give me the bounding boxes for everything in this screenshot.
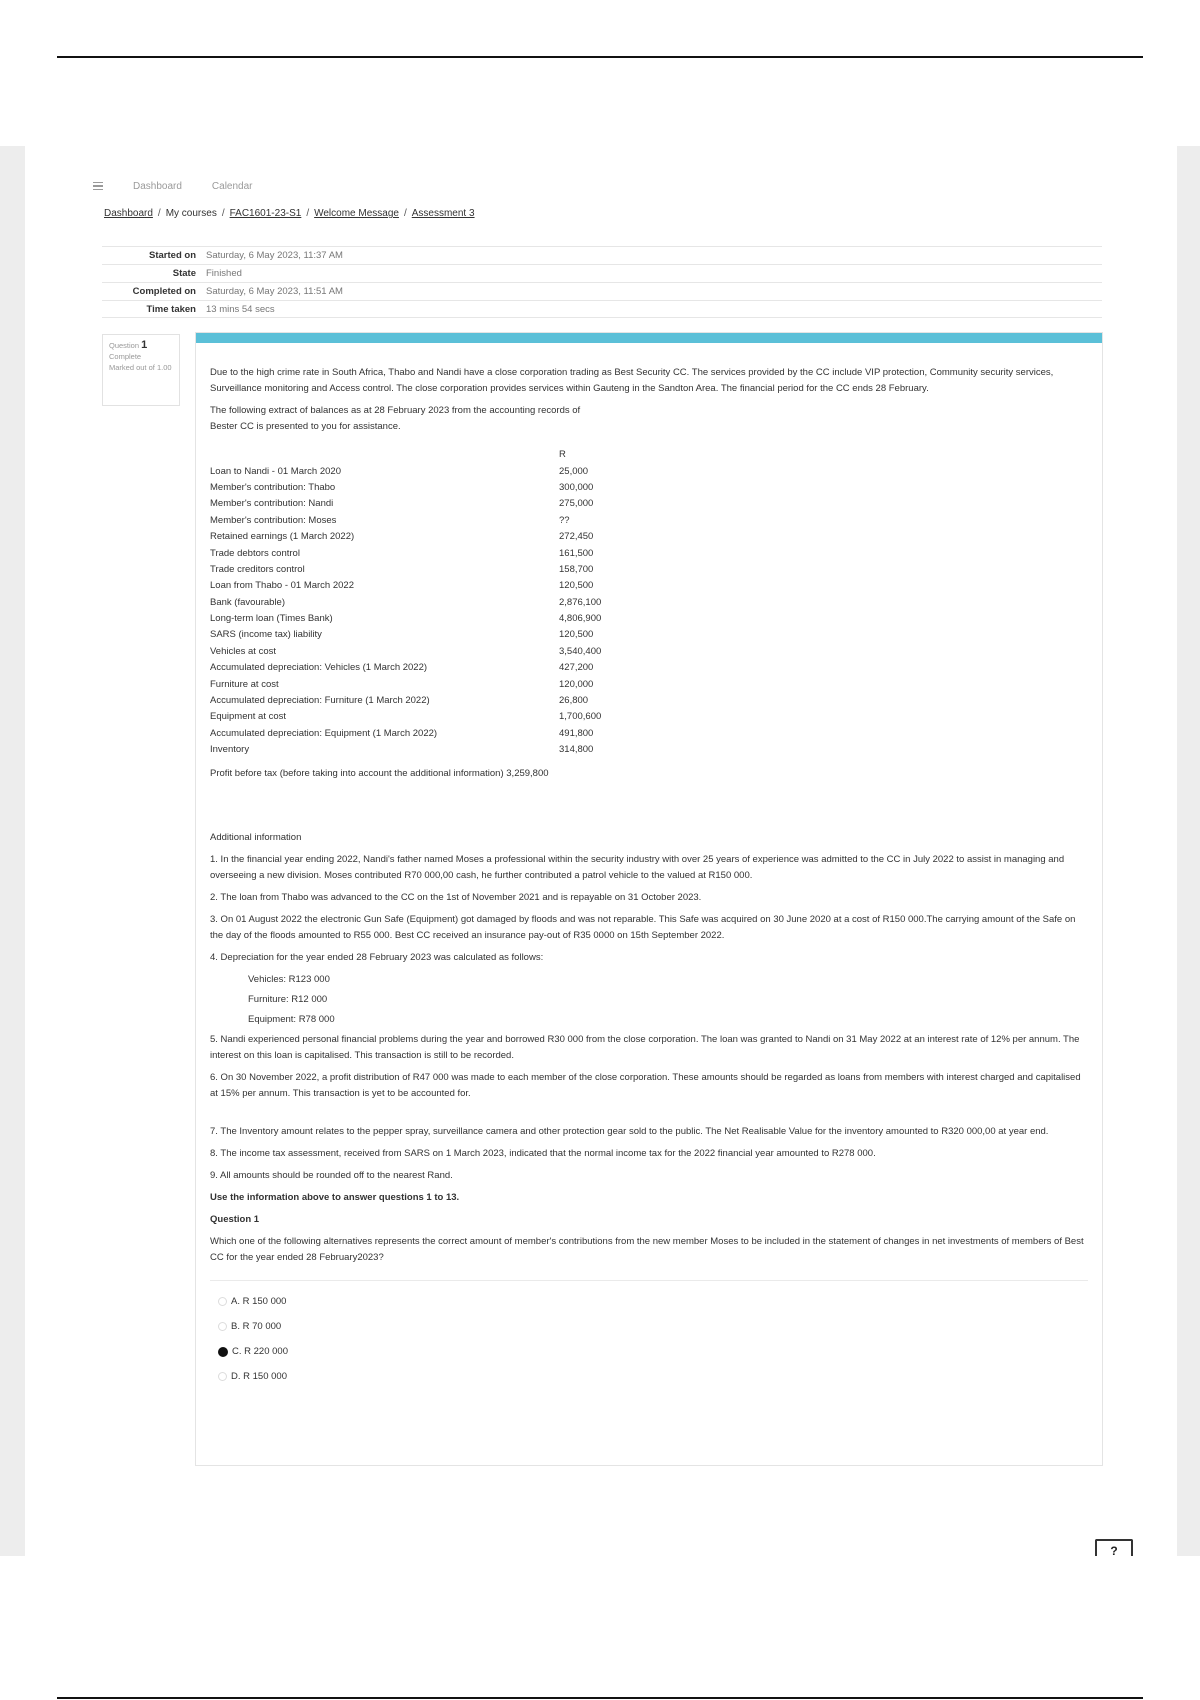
summary-value: Finished xyxy=(206,268,242,279)
table-row xyxy=(210,627,679,643)
additional-information xyxy=(210,830,1088,1266)
bottom-rule xyxy=(57,1697,1143,1699)
balance-amount: 427,200 xyxy=(559,662,594,674)
table-row xyxy=(210,562,679,578)
summary-row-time xyxy=(102,300,1102,318)
balance-name: Member's contribution: Moses xyxy=(210,514,337,526)
balances-table xyxy=(210,447,679,758)
info-item-3: 3. On 01 August 2022 the electronic Gun Safe (Equipment) got damaged by floods and was not reparable. This Safe was acquired on 30 June 2020 at a cost of R150 000.The carrying amount of the Safe on the day of the floods amounted to R55 000. Best CC received an insurance pay-out of R35 0000 on 15th September 2022. xyxy=(210,914,1076,942)
balance-name: Inventory xyxy=(210,744,250,756)
balance-amount: 314,800 xyxy=(559,744,594,756)
top-rule xyxy=(57,56,1143,58)
breadcrumb-separator: / xyxy=(306,208,310,219)
balance-name: Long-term loan (Times Bank) xyxy=(210,613,333,625)
info-item-1: 1. In the financial year ending 2022, Nandi's father named Moses a professional within the security industry with over 25 years of experience was admitted to the CC in July 2022 to assist in managing and overseeing a new division. Moses contributed R70 000,00 cash, he further contributed a patrol vehicle to the valued at R150 000. xyxy=(210,854,1065,882)
question-content-box xyxy=(195,332,1103,1466)
question-prompt: Which one of the following alternatives represents the correct amount of member's contributions from the new member Moses to be included in the statement of changes in net investments of members of Best CC for the year ended 28 February2023? xyxy=(210,1236,1084,1264)
summary-row-completed xyxy=(102,282,1102,300)
extract-intro: The following extract of balances as at 28 February 2023 from the accounting records of Bester CC is presented to you for assistance. xyxy=(210,405,581,432)
profit-amount: 3,259,800 xyxy=(506,768,549,780)
summary-label: Completed on xyxy=(132,286,196,297)
table-row xyxy=(210,676,679,692)
balance-amount: 1,700,600 xyxy=(559,711,602,723)
balance-amount: 491,800 xyxy=(559,727,594,739)
answer-option-label: A. R 150 000 xyxy=(231,1295,287,1307)
answer-option-label: D. R 150 000 xyxy=(231,1370,287,1382)
balance-name: Loan to Nandi - 01 March 2020 xyxy=(210,465,341,477)
breadcrumb-dashboard[interactable]: Dashboard xyxy=(104,208,153,219)
table-row xyxy=(210,726,679,742)
table-row xyxy=(210,709,679,725)
balance-name: Member's contribution: Nandi xyxy=(210,498,334,510)
balance-amount: 300,000 xyxy=(559,481,594,493)
answer-option[interactable] xyxy=(218,1314,1088,1339)
radio-button[interactable] xyxy=(218,1322,227,1331)
depreciation-equipment: Equipment: R78 000 xyxy=(248,1014,335,1026)
balance-name: Vehicles at cost xyxy=(210,645,277,657)
answer-option[interactable] xyxy=(218,1364,1088,1389)
balance-amount: 120,500 xyxy=(559,580,594,592)
answer-option-label: B. R 70 000 xyxy=(231,1320,282,1332)
info-item-2: 2. The loan from Thabo was advanced to the CC on the 1st of November 2021 and is repayable on 31 October 2023. xyxy=(210,892,702,904)
balance-amount: 25,000 xyxy=(559,465,589,477)
balance-name: SARS (income tax) liability xyxy=(210,629,322,641)
instruction-text: Use the information above to answer questions 1 to 13. xyxy=(210,1192,460,1204)
balance-name: Bank (favourable) xyxy=(210,596,285,608)
radio-button[interactable] xyxy=(218,1297,227,1306)
question-heading: Question 1 xyxy=(210,1214,260,1226)
attempt-summary-table xyxy=(102,246,1102,318)
summary-row-started xyxy=(102,246,1102,264)
balance-amount: 26,800 xyxy=(559,695,589,707)
profit-row xyxy=(210,766,1088,782)
breadcrumb-course[interactable]: FAC1601-23-S1 xyxy=(229,208,302,219)
question-text-area xyxy=(196,343,1102,1389)
summary-row-state xyxy=(102,264,1102,282)
table-row xyxy=(210,513,679,529)
table-row xyxy=(210,660,679,676)
balance-name: Accumulated depreciation: Equipment (1 March 2022) xyxy=(210,727,438,739)
help-button[interactable]: ? xyxy=(1095,1539,1133,1556)
balance-name: Equipment at cost xyxy=(210,711,287,723)
info-item-7: 7. The Inventory amount relates to the pepper spray, surveillance camera and other protection gear sold to the public. The Net Realisable Value for the inventory amounted to R320 000,00 at year end. xyxy=(210,1126,1049,1138)
balance-amount: 120,500 xyxy=(559,629,594,641)
radio-button[interactable] xyxy=(218,1372,227,1381)
summary-value: Saturday, 6 May 2023, 11:51 AM xyxy=(206,286,343,297)
profit-label: Profit before tax (before taking into account the additional information) xyxy=(210,768,504,780)
table-row xyxy=(210,496,679,512)
breadcrumb-separator: / xyxy=(403,208,407,219)
balance-name: Retained earnings (1 March 2022) xyxy=(210,531,355,543)
balance-amount: 3,540,400 xyxy=(559,645,602,657)
scenario-intro: Due to the high crime rate in South Africa, Thabo and Nandi have a close corporation trading as Best Security CC. The services provided by the CC include VIP protection, Community security services, Surveillance monitoring and Access control. The close corporation provides services within Gauteng in the Sandton Area. The financial period for the CC ends 28 February. xyxy=(210,367,1054,394)
table-row xyxy=(210,644,679,660)
question-info-panel xyxy=(102,334,180,406)
depreciation-furniture: Furniture: R12 000 xyxy=(248,994,328,1006)
breadcrumb-separator: / xyxy=(157,208,161,219)
balance-amount: ?? xyxy=(559,514,570,526)
question-status: Complete xyxy=(109,352,142,361)
table-row xyxy=(210,742,679,758)
breadcrumb xyxy=(104,208,475,219)
balance-name: Accumulated depreciation: Furniture (1 March 2022) xyxy=(210,695,430,707)
table-row xyxy=(210,611,679,627)
table-row xyxy=(210,693,679,709)
info-item-6: 6. On 30 November 2022, a profit distribution of R47 000 was made to each member of the close corporation. These amounts should be regarded as loans from members with interest charged and capitalised at 15% per annum. This transaction is yet to be accounted for. xyxy=(210,1072,1081,1100)
additional-info-heading: Additional information xyxy=(210,832,302,844)
answer-options xyxy=(210,1289,1088,1389)
breadcrumb-separator: / xyxy=(221,208,225,219)
summary-label: Time taken xyxy=(146,303,196,315)
balance-amount: 275,000 xyxy=(559,498,594,510)
balance-amount: 158,700 xyxy=(559,563,594,575)
answer-option-label: C. R 220 000 xyxy=(232,1345,288,1357)
summary-label: State xyxy=(172,268,196,279)
balance-name: Accumulated depreciation: Vehicles (1 March 2022) xyxy=(210,662,428,674)
summary-value: 13 mins 54 secs xyxy=(206,303,275,315)
summary-label: Started on xyxy=(149,250,196,261)
question-number: 1 xyxy=(141,339,148,351)
balance-name: Trade creditors control xyxy=(210,563,305,575)
balance-amount: 161,500 xyxy=(559,547,594,559)
radio-button[interactable] xyxy=(218,1347,228,1357)
answer-option[interactable] xyxy=(218,1289,1088,1314)
info-item-4: 4. Depreciation for the year ended 28 February 2023 was calculated as follows: xyxy=(210,952,544,964)
table-row xyxy=(210,595,679,611)
breadcrumb-my-courses[interactable]: My courses xyxy=(165,208,217,219)
breadcrumb-assessment[interactable]: Assessment 3 xyxy=(411,208,475,219)
info-item-8: 8. The income tax assessment, received from SARS on 1 March 2023, indicated that the normal income tax for the 2022 financial year amounted to R278 000. xyxy=(210,1148,876,1160)
table-row xyxy=(210,545,679,561)
moodle-page xyxy=(25,146,1177,1556)
breadcrumb-welcome-message[interactable]: Welcome Message xyxy=(314,208,399,219)
answer-divider xyxy=(210,1280,1088,1281)
table-row xyxy=(210,578,679,594)
question-marks: Marked out of 1.00 xyxy=(109,363,172,372)
table-row xyxy=(210,480,679,496)
nav-dashboard-link[interactable]: Dashboard xyxy=(133,180,182,192)
summary-value: Saturday, 6 May 2023, 11:37 AM xyxy=(206,250,343,261)
nav-calendar-link[interactable]: Calendar xyxy=(211,180,253,192)
depreciation-vehicles: Vehicles: R123 000 xyxy=(248,974,330,986)
balance-name: Member's contribution: Thabo xyxy=(210,481,336,493)
table-row xyxy=(210,463,679,479)
currency-header: R xyxy=(559,449,566,461)
top-navbar xyxy=(93,176,253,196)
info-item-9: 9. All amounts should be rounded off to the nearest Rand. xyxy=(210,1170,453,1182)
balance-amount: 120,000 xyxy=(559,678,594,690)
balance-amount: 272,450 xyxy=(559,531,594,543)
balance-amount: 4,806,900 xyxy=(559,613,602,625)
question-label: Question xyxy=(109,341,140,350)
info-item-5: 5. Nandi experienced personal financial problems during the year and borrowed R30 000 from the close corporation. The loan was granted to Nandi on 31 May 2022 at an interest rate of 12% per annum. The interest on this loan is capitalised. This transaction is still to be recorded. xyxy=(210,1034,1080,1062)
balance-amount: 2,876,100 xyxy=(559,596,602,608)
menu-icon[interactable] xyxy=(93,182,103,190)
balance-name: Furniture at cost xyxy=(210,678,279,690)
answer-option[interactable] xyxy=(218,1339,1088,1364)
table-row xyxy=(210,529,679,545)
balance-name: Trade debtors control xyxy=(210,547,300,559)
table-row xyxy=(210,447,679,463)
balance-name: Loan from Thabo - 01 March 2022 xyxy=(210,580,354,592)
screenshot-area xyxy=(0,146,1200,1556)
question-header-bar xyxy=(196,333,1102,343)
